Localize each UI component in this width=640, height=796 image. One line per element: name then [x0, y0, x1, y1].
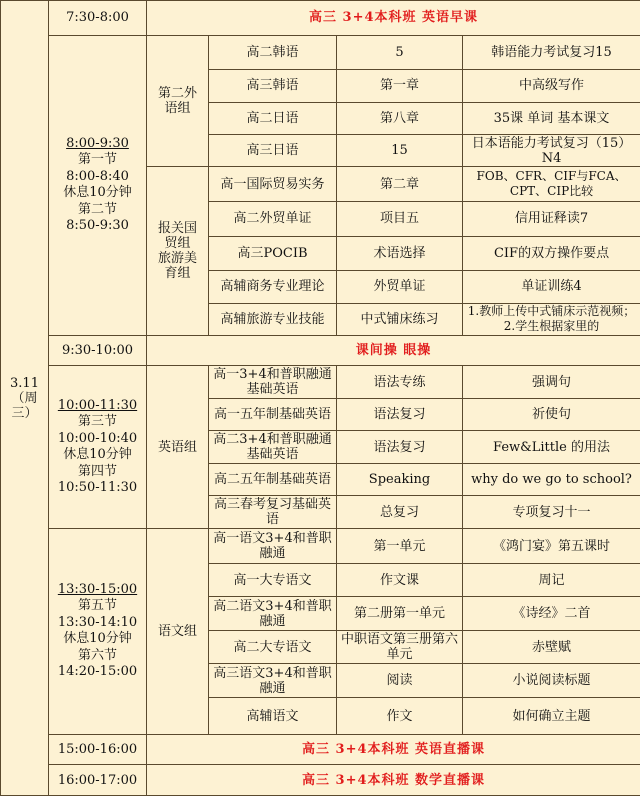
- time-block-1000: 10:00-11:30 第三节 10:00-10:40 休息10分钟 第四节 10:50-11:30: [49, 366, 147, 528]
- group-english: 英语组: [147, 366, 209, 528]
- course-cell: 高二大专语文: [209, 631, 337, 663]
- group-chinese: 语文组: [147, 528, 209, 734]
- chapter-cell: 语法专练: [337, 366, 463, 398]
- course-cell: 高二语文3+4和普职融通: [209, 596, 337, 631]
- course-cell: 高二韩语: [209, 35, 337, 70]
- topic-cell: 《鸿门宴》第五课时: [463, 528, 640, 564]
- topic-cell: 周记: [463, 564, 640, 596]
- course-cell: 高辅语文: [209, 698, 337, 735]
- topic-cell: 单证训练4: [463, 271, 640, 303]
- course-cell: 高三POCIB: [209, 236, 337, 271]
- chapter-cell: 作文: [337, 698, 463, 735]
- course-cell: 高二五年制基础英语: [209, 463, 337, 495]
- chapter-cell: 项目五: [337, 202, 463, 237]
- time-0930: 9:30-10:00: [49, 336, 147, 366]
- title-math-live: 高三 3+4本科班 数学直播课: [147, 765, 640, 796]
- time-1500: 15:00-16:00: [49, 734, 147, 764]
- course-cell: 高辅商务专业理论: [209, 271, 337, 303]
- time-0730: 7:30-8:00: [49, 1, 147, 36]
- topic-cell: 专项复习十一: [463, 496, 640, 528]
- topic-cell: 赤壁赋: [463, 631, 640, 663]
- topic-cell: 1.教师上传中式铺床示范视频；2.学生根据家里的: [463, 303, 640, 335]
- topic-cell: 强调句: [463, 366, 640, 398]
- course-cell: 高三春考复习基础英语: [209, 496, 337, 528]
- chapter-cell: 第一章: [337, 70, 463, 102]
- time-1600: 16:00-17:00: [49, 765, 147, 796]
- topic-cell: Few&Little 的用法: [463, 431, 640, 463]
- chapter-cell: 第八章: [337, 102, 463, 134]
- time-block-0800: 8:00-9:30 第一节 8:00-8:40 休息10分钟 第二节 8:50-9:30: [49, 35, 147, 335]
- chapter-cell: 中职语文第三册第六单元: [337, 631, 463, 663]
- topic-cell: 35课 单词 基本课文: [463, 102, 640, 134]
- chapter-cell: 第一单元: [337, 528, 463, 564]
- course-cell: 高二外贸单证: [209, 202, 337, 237]
- chapter-cell: 15: [337, 135, 463, 167]
- date-cell: 3.11 （周 三）: [1, 1, 49, 796]
- topic-cell: 小说阅读标题: [463, 663, 640, 698]
- time-block-1330: 13:30-15:00 第五节 13:30-14:10 休息10分钟 第六节 14:20-15:00: [49, 528, 147, 734]
- group-customs-tourism: 报关国 贸组 旅游美 育组: [147, 167, 209, 336]
- group-second-language: 第二外 语组: [147, 35, 209, 167]
- course-cell: 高一五年制基础英语: [209, 398, 337, 430]
- course-cell: 高三日语: [209, 135, 337, 167]
- chapter-cell: 中式铺床练习: [337, 303, 463, 335]
- chapter-cell: 总复习: [337, 496, 463, 528]
- chapter-cell: 语法复习: [337, 431, 463, 463]
- course-cell: 高二3+4和普职融通基础英语: [209, 431, 337, 463]
- topic-cell: 祈使句: [463, 398, 640, 430]
- course-cell: 高一国际贸易实务: [209, 167, 337, 202]
- course-cell: 高三韩语: [209, 70, 337, 102]
- course-cell: 高二日语: [209, 102, 337, 134]
- topic-cell: CIF的双方操作要点: [463, 236, 640, 271]
- course-cell: 高一语文3+4和普职融通: [209, 528, 337, 564]
- chapter-cell: 5: [337, 35, 463, 70]
- chapter-cell: 术语选择: [337, 236, 463, 271]
- topic-cell: 中高级写作: [463, 70, 640, 102]
- topic-cell: 信用证释读7: [463, 202, 640, 237]
- chapter-cell: 阅读: [337, 663, 463, 698]
- topic-cell: FOB、CFR、CIF与FCA、CPT、CIP比较: [463, 167, 640, 202]
- chapter-cell: 语法复习: [337, 398, 463, 430]
- title-english-morning: 高三 3+4本科班 英语早课: [147, 1, 640, 36]
- topic-cell: 《诗经》二首: [463, 596, 640, 631]
- title-english-live: 高三 3+4本科班 英语直播课: [147, 734, 640, 764]
- chapter-cell: 第二册第一单元: [337, 596, 463, 631]
- topic-cell: 韩语能力考试复习15: [463, 35, 640, 70]
- topic-cell: 日本语能力考试复习（15）N4: [463, 135, 640, 167]
- chapter-cell: 外贸单证: [337, 271, 463, 303]
- chapter-cell: Speaking: [337, 463, 463, 495]
- chapter-cell: 作文课: [337, 564, 463, 596]
- topic-cell: why do we go to school?: [463, 463, 640, 495]
- chapter-cell: 第二章: [337, 167, 463, 202]
- title-exercise-break: 课间操 眼操: [147, 336, 640, 366]
- course-cell: 高一3+4和普职融通基础英语: [209, 366, 337, 398]
- course-cell: 高一大专语文: [209, 564, 337, 596]
- course-cell: 高三语文3+4和普职融通: [209, 663, 337, 698]
- course-cell: 高辅旅游专业技能: [209, 303, 337, 335]
- topic-cell: 如何确立主题: [463, 698, 640, 735]
